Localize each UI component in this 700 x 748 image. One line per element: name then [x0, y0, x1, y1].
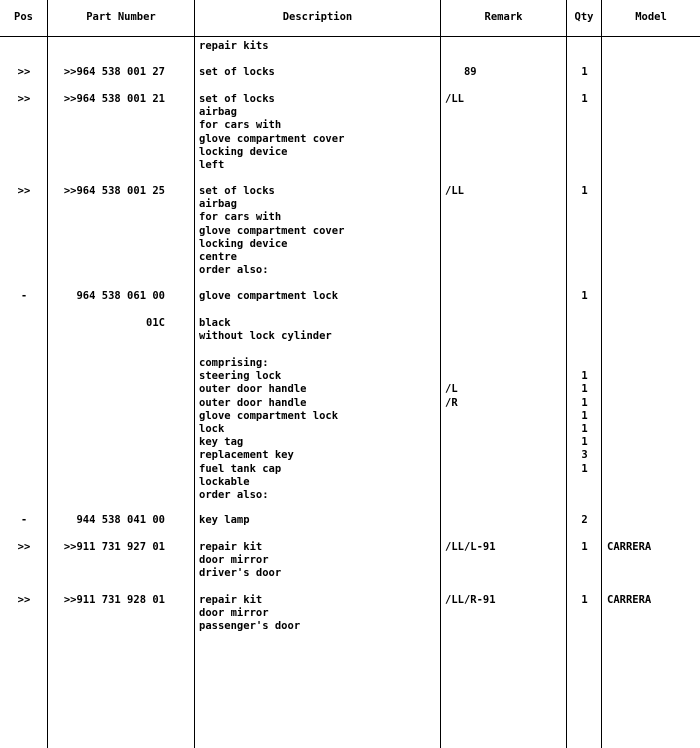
row-pos: -	[20, 514, 28, 526]
header-part-number: Part Number	[86, 11, 156, 23]
row-part-number: 964 538 061 00	[76, 290, 165, 302]
row-qty: 1	[581, 290, 588, 302]
row-description-line: glove compartment cover	[199, 132, 345, 145]
row-description-line: passenger's door	[199, 620, 301, 633]
header-remark: Remark	[484, 11, 523, 23]
header-description: Description	[282, 11, 353, 23]
row-description-line: set of locks	[199, 185, 275, 197]
row-qty: 1	[581, 423, 588, 435]
row-qty: 1	[581, 436, 588, 449]
row-description-line: door mirror	[199, 607, 269, 620]
row-qty: 1	[581, 462, 588, 475]
row-description-line: glove compartment lock	[199, 409, 339, 422]
row-qty: 1	[581, 93, 588, 105]
row-qty: 3	[581, 449, 588, 462]
row-description-line: locking device	[199, 145, 288, 158]
row-remark: /LL/R-91	[445, 594, 496, 606]
row-description-line: key tag	[199, 436, 244, 449]
row-description-line: centre	[199, 251, 237, 263]
row-description-line: key lamp	[199, 514, 250, 526]
row-description-line: locking device	[199, 237, 288, 250]
row-description-line: left	[199, 159, 225, 171]
header-model: Model	[635, 11, 667, 23]
row-part-number: >>964 538 001 27	[63, 66, 165, 78]
column-divider	[47, 0, 48, 748]
row-part-number: >>964 538 001 21	[63, 93, 165, 105]
row-model: CARRERA	[607, 541, 652, 553]
row-description-line: door mirror	[199, 554, 269, 567]
row-description-line: set of locks	[199, 93, 275, 105]
header-divider	[0, 36, 700, 37]
row-description-line: for cars with	[199, 119, 282, 132]
row-remark: /L	[445, 383, 458, 396]
row-qty: 1	[581, 396, 588, 409]
row-description-line: outer door handle	[199, 383, 307, 396]
row-description-line: glove compartment lock	[199, 290, 339, 302]
row-part-number: 944 538 041 00	[76, 514, 165, 526]
row-qty: 1	[581, 541, 588, 553]
row-pos: >>	[17, 594, 31, 606]
row-description-line: airbag	[199, 106, 237, 119]
row-qty: 1	[581, 185, 588, 197]
row-remark: /LL/L-91	[445, 541, 496, 553]
header-qty: Qty	[574, 11, 594, 23]
row-description-line: comprising:	[199, 357, 269, 369]
row-description-line: driver's door	[199, 567, 282, 580]
row-description-line: repair kits	[199, 40, 269, 52]
row-remark: /LL	[445, 93, 464, 105]
row-qty: 1	[581, 370, 588, 383]
row-description-line: order also:	[199, 264, 269, 277]
row-pos: >>	[17, 66, 31, 78]
row-pos: -	[20, 290, 28, 302]
row-remark: /R	[445, 396, 458, 409]
row-remark: 89	[445, 66, 477, 78]
row-qty: 2	[581, 514, 588, 526]
row-part-number: >>911 731 928 01	[63, 594, 165, 606]
row-qty: 1	[581, 409, 588, 422]
row-description-line: lock	[199, 423, 225, 435]
row-description-line: glove compartment cover	[199, 224, 345, 237]
row-description-line: steering lock	[199, 370, 282, 383]
header-pos: Pos	[14, 11, 33, 23]
row-description-line: fuel tank cap	[199, 462, 282, 475]
row-pos: >>	[17, 93, 31, 105]
row-model: CARRERA	[607, 594, 652, 606]
row-description-line: order also:	[199, 489, 269, 501]
row-description-line: outer door handle	[199, 396, 307, 409]
row-part-number: >>964 538 001 25	[63, 185, 165, 197]
row-part-number: 01C	[146, 317, 165, 329]
row-description-line: replacement key	[199, 449, 294, 462]
column-divider	[194, 0, 195, 748]
row-description-line: repair kit	[199, 541, 263, 553]
row-description-line: without lock cylinder	[199, 330, 332, 343]
row-description-line: airbag	[199, 198, 237, 211]
row-qty: 1	[581, 594, 588, 606]
row-remark: /LL	[445, 185, 464, 197]
row-pos: >>	[17, 185, 31, 197]
column-divider	[440, 0, 441, 748]
row-pos: >>	[17, 541, 31, 553]
row-description-line: repair kit	[199, 594, 263, 606]
row-description-line: lockable	[199, 475, 250, 488]
row-description-line: black	[199, 317, 231, 329]
row-description-line: for cars with	[199, 211, 282, 224]
row-part-number: >>911 731 927 01	[63, 541, 165, 553]
row-qty: 1	[581, 383, 588, 396]
row-qty: 1	[581, 66, 588, 78]
row-description-line: set of locks	[199, 66, 275, 78]
